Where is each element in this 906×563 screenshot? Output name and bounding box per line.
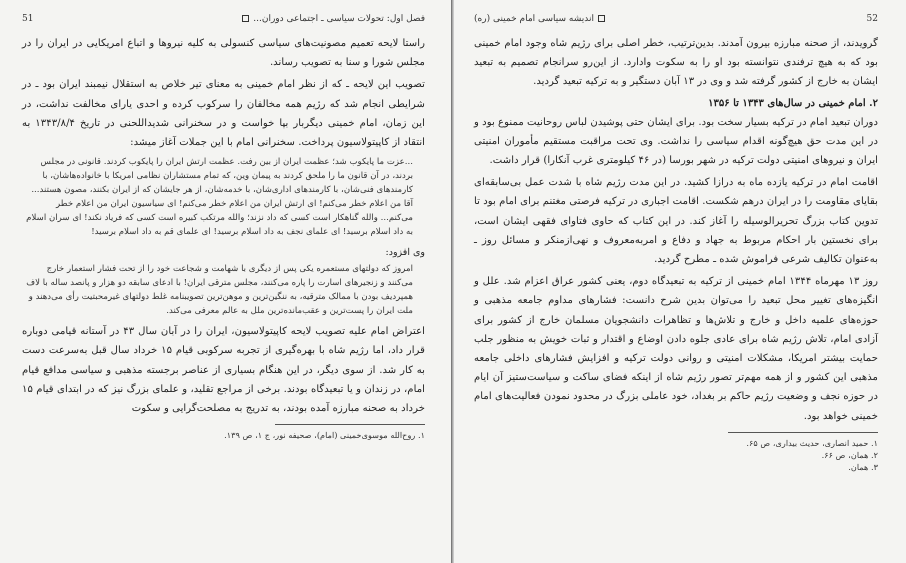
footnote: ۳. همان.	[848, 461, 878, 472]
quote-intro: وی افزود:	[385, 247, 425, 259]
footnote: ۱. روح‌الله موسوی‌خمینی (امام)، صحیفه نور، ج ۱، ص ۱۳۹.	[224, 430, 425, 441]
paragraph: تصویب این لایحه ـ که از نظر امام خمینی به معنای تیر خلاص به استقلال نیمبند ایران بود ـ در شرایطی انجام شد که رژیم همه مخالفان را سرکوب کرده و احدی یارای مخالفت نداشت، در این زمان، امام خمینی دیگربار بپا خواست و در سخنرانی شدیداللحنی در تاریخ ۱۳۴۳/۸/۴ به انتقاد از کاپیتولاسیون پرداخت. سخنرانی امام با این جملات آغاز میشد:	[22, 79, 425, 149]
paragraph: راستا لایحه تعمیم مصونیت‌های سیاسی کنسولی به کلیه نیروها و اتباع امریکایی در ایران را در مجلس شورا و سنا به تصویب رساند.	[22, 38, 425, 69]
footnote: ۱. حمید انصاری، حدیث بیداری، ص ۶۵.	[746, 437, 878, 448]
paragraph: دوران تبعید امام در ترکیه بسیار سخت بود. برای ایشان حتی پوشیدن لباس روحانیت ممنوع بود و در این مدت حق هیچ‌گونه اقدام سیاسی را نداشت. وی تحت مراقبت مستقیم مأموران امنیتی ایران و نیروهای امنیتی دولت ترکیه در شهر بورسا (در ۴۶ کیلومتری غرب آنکارا) قرار داشت.	[474, 116, 878, 167]
page-header	[22, 14, 425, 24]
footnote: ۲. همان، ص ۶۶.	[821, 449, 878, 460]
section-heading: ۲. امام خمینی در سال‌های ۱۳۴۳ تا ۱۳۵۶	[708, 97, 878, 109]
block-quote: ...عزت ما پایکوب شد؛ عظمت ایران از بین رفت. عظمت ارتش ایران را پایکوب کردند. قانونی در مجلس بردند، در آن قانون ما را ملحق کردند به پیمان وین، که تمام مستشاران نظامی امریکا با خانواده‌هاشان، با کارمندهای فنی‌شان، با کارمندهای اداری‌شان، با خدمه‌شان، از هر جایشان که از ایران بکنند، مصون هستند... آقا من اعلام خطر می‌کنم! ای ارتش ایران من اعلام خطر می‌کنم! ای سیاسیون ایران من اعلام خطر می‌کنم... والله گناهکار است کسی که داد نزند؛ والله مرتکب کبیره است کسی که فریاد نکند! ای سران اسلام به داد اسلام برسید! ای علمای نجف به داد اسلام برسید! ای علمای قم به داد اسلام برسید!	[26, 157, 413, 238]
running-title: فصل اول: تحولات سیاسی ـ اجتماعی دوران...	[238, 14, 425, 24]
block-quote: امروز که دولتهای مستعمره یکی پس از دیگری با شهامت و شجاعت خود را از تحت فشار استعمار خارج می‌کنند و زنجیرهای اسارت را پاره می‌کنند، مجلس مترقی ایران! با ادعای سابقه دو هزار و پانصد ساله با لاف همپردیف بودن با ممالک مترقیه، به ننگین‌ترین و موهن‌ترین تصویبنامه غلط دولتهای غیرمحبتیت رأی می‌دهند و ملت ایران را پست‌ترین و عقب‌مانده‌ترین ملل به عالم معرفی می‌کند.	[26, 264, 413, 317]
footnote-divider	[728, 432, 878, 433]
page-51	[0, 0, 452, 563]
book-gutter	[452, 0, 454, 563]
running-title: اندیشه سیاسی امام خمینی (ره)	[474, 14, 609, 24]
page-number: 52	[866, 14, 878, 24]
square-ornament-icon	[242, 15, 249, 22]
paragraph: روز ۱۳ مهرماه ۱۳۴۴ امام خمینی از ترکیه به تبعیدگاه دوم، یعنی کشور عراق اعزام شد. علل و انگیزه‌های تغییر محل تبعید را می‌توان بدین شرح دانست: فشارهای مداوم جامعه مذهبی و حوزه‌های علمیه داخل و خارج و تلاش‌ها و تظاهرات دانشجویان مسلمان خارج از کشور برای آزادی امام، تلاش رژیم شاه برای عادی جلوه دادن اوضاع و اقتدار و ثبات خویش به منظور جلب حمایت بیشتر امریکا، مشکلات امنیتی و روانی دولت ترکیه و افزایش فشارهای داخلی جامعه مذهبی این کشور و از همه مهم‌تر تصور رژیم شاه از اینکه فضای ساکت و سیاست‌ستیز آن ایام در حوزه نجف و وضعیت رژیم حاکم بر بغداد، خود عاملی بزرگ در محدود نمودن فعالیت‌های امام خمینی خواهد بود.	[474, 276, 878, 422]
page-header	[474, 14, 878, 24]
page-52	[452, 0, 904, 563]
square-ornament-icon	[598, 15, 605, 22]
paragraph: اعتراض امام علیه تصویب لایحه کاپیتولاسیون، ایران را در آبان سال ۴۳ در آستانه قیامی دوباره قرار داد، اما رژیم شاه با بهره‌گیری از تجربه سرکوبی قیام ۱۵ خرداد سال قبل به‌سرعت دست به کار شد. از سوی دیگر، در این هنگام بسیاری از عناصر برجسته مذهبی و سیاسی مدافع قیام امام، در زندان و یا تبعیدگاه بودند. برخی از مراجع تقلید، و علمای بزرگ نیز که در ابتدای قیام ۱۵ خرداد به صحنه مبارزه آمده بودند، به تدریج به مصلحت‌گرایی و سکوت	[22, 326, 426, 415]
footnote-divider	[275, 424, 425, 425]
paragraph: گرویدند، از صحنه مبارزه بیرون آمدند. بدین‌ترتیب، خطر اصلی برای رژیم شاه وجود امام خمینی بود که به هیچ ترفندی نتوانسته بود او را به سکوت وادارد. از این‌رو سرانجام تصمیم به تبعید ایشان به خارج از کشور گرفته شد و وی در ۱۳ آبان دستگیر و به ترکیه تبعید گردید.	[474, 38, 878, 88]
paragraph: اقامت امام در ترکیه یازده ماه به درازا کشید. در این مدت رژیم شاه با شدت عمل بی‌سابقه‌ای بقایای مقاومت را در ایران درهم شکست. اقامت اجباری در ترکیه فرصتی مغتنم برای امام بود تا تدوین کتاب بزرگ تحریرالوسیله را آغاز کند. در این کتاب که حاوی فتاوای فقهی ایشان است، برای نخستین بار احکام مربوط به جهاد و دفاع و امربه‌معروف و نهی‌ازمنکر و مسائل روز ـ به‌عنوان تکالیف شرعی فراموش شده ـ مطرح گردید.	[474, 177, 878, 266]
page-number: 51	[22, 14, 34, 24]
